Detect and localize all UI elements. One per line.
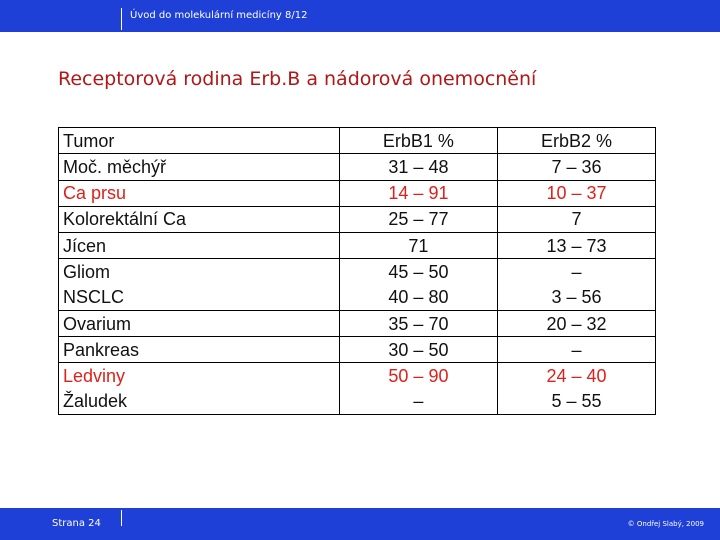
tumor-cell: Ca prsu [59, 180, 340, 206]
erbb1-cell: 25 – 77 [339, 206, 497, 232]
table-row [59, 363, 656, 389]
table-row [59, 337, 656, 363]
table-row [59, 233, 656, 259]
table-row [59, 180, 656, 206]
erbb2-cell: 3 – 56 [497, 285, 655, 311]
table-row [59, 285, 656, 311]
slide-title: Receptorová rodina Erb.B a nádorová onemocnění [58, 68, 537, 90]
erbb2-cell: – [497, 259, 655, 285]
erbb1-cell: 45 – 50 [339, 259, 497, 285]
page-number: Strana 24 [52, 518, 101, 529]
erbb2-cell: 13 – 73 [497, 233, 655, 259]
table-header-row [59, 128, 656, 154]
header-erbb1: ErbB1 % [339, 128, 497, 154]
erbb2-cell: 7 – 36 [497, 154, 655, 180]
erbb1-cell: 50 – 90 [339, 363, 497, 389]
header-erbb2: ErbB2 % [497, 128, 655, 154]
header-bar [0, 0, 720, 32]
erbb1-cell: – [339, 389, 497, 415]
header-divider [121, 8, 122, 30]
copyright-notice: © Ondřej Slabý, 2009 [627, 520, 704, 528]
tumor-cell: Ledviny [59, 363, 340, 389]
tumor-cell: Gliom [59, 259, 340, 285]
tumor-cell: Jícen [59, 233, 340, 259]
table-row [59, 389, 656, 415]
erbb2-cell: – [497, 337, 655, 363]
tumor-cell: Žaludek [59, 389, 340, 415]
erbb-table [58, 127, 656, 415]
table-row [59, 154, 656, 180]
header-tumor: Tumor [59, 128, 340, 154]
tumor-cell: Pankreas [59, 337, 340, 363]
tumor-cell: Kolorektální Ca [59, 206, 340, 232]
erbb1-cell: 35 – 70 [339, 310, 497, 336]
table-row [59, 259, 656, 285]
tumor-cell: Moč. měchýř [59, 154, 340, 180]
erbb2-cell: 7 [497, 206, 655, 232]
erbb2-cell: 10 – 37 [497, 180, 655, 206]
erbb2-cell: 5 – 55 [497, 389, 655, 415]
erbb1-cell: 31 – 48 [339, 154, 497, 180]
tumor-cell: NSCLC [59, 285, 340, 311]
erbb1-cell: 14 – 91 [339, 180, 497, 206]
erbb1-cell: 71 [339, 233, 497, 259]
course-subtitle: Úvod do molekulární medicíny 8/12 [130, 10, 308, 21]
footer-divider [121, 510, 122, 526]
erbb2-cell: 20 – 32 [497, 310, 655, 336]
tumor-cell: Ovarium [59, 310, 340, 336]
table-row [59, 206, 656, 232]
table-row [59, 310, 656, 336]
erbb1-cell: 40 – 80 [339, 285, 497, 311]
footer-bar [0, 508, 720, 540]
erbb2-cell: 24 – 40 [497, 363, 655, 389]
erbb1-cell: 30 – 50 [339, 337, 497, 363]
